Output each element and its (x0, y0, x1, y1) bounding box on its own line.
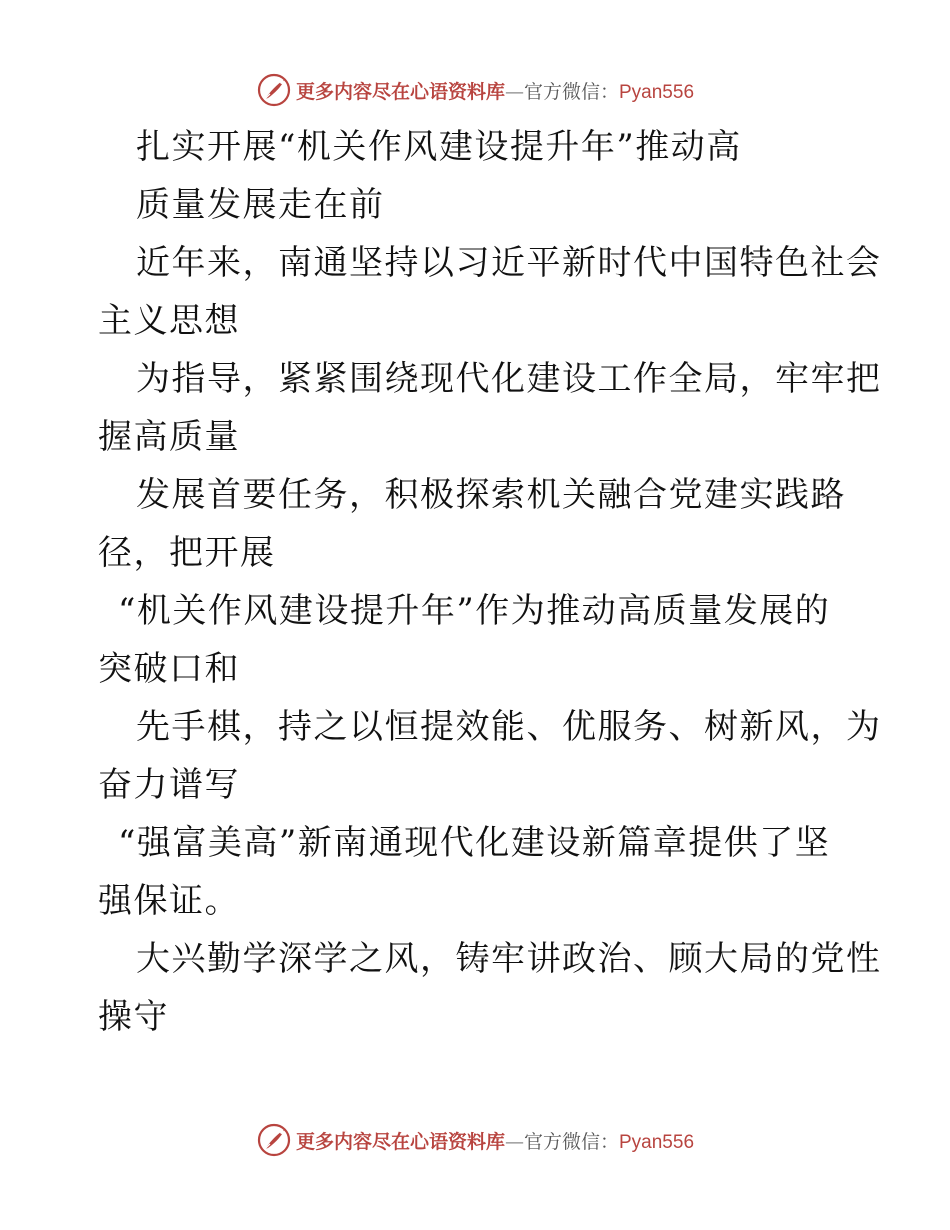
header-separator: — (504, 80, 524, 103)
body-line: 先手棋，持之以恒提效能、优服务、树新风，为 (136, 707, 882, 747)
header-wechat-id: Pyan556 (619, 81, 695, 103)
footer-site-text: 更多内容尽在心语资料库 (295, 1130, 505, 1153)
body-line: 突破口和 (98, 649, 240, 689)
header-wechat-label: 官方微信： (523, 80, 619, 103)
body-line: 近年来，南通坚持以习近平新时代中国特色社会 (136, 243, 882, 283)
body-line-title-1: 扎实开展“机关作风建设提升年”推动高 (136, 127, 742, 167)
body-line: 主义思想 (98, 301, 240, 341)
body-line: 发展首要任务，积极探索机关融合党建实践路 (136, 475, 846, 515)
footer-banner (0, 1118, 950, 1162)
body-line: 强保证。 (98, 881, 240, 921)
footer-separator: — (504, 1130, 524, 1153)
body-line: 握高质量 (98, 417, 240, 457)
body-line: “强富美高”新南通现代化建设新篇章提供了坚 (118, 823, 831, 863)
document-body (98, 118, 882, 1046)
header-banner-text (296, 77, 694, 104)
body-line: 奋力谱写 (98, 765, 240, 805)
header-banner (0, 68, 950, 112)
body-line: “机关作风建设提升年”作为推动高质量发展的 (118, 591, 831, 631)
body-line-title-2: 质量发展走在前 (136, 185, 385, 225)
body-line: 为指导，紧紧围绕现代化建设工作全局，牢牢把 (136, 359, 882, 399)
quill-pen-logo-icon (256, 72, 292, 108)
header-site-text: 更多内容尽在心语资料库 (295, 80, 505, 103)
quill-pen-logo-icon (256, 1122, 292, 1158)
footer-wechat-label: 官方微信： (523, 1130, 619, 1153)
footer-banner-text (296, 1127, 694, 1154)
body-line: 操守 (98, 997, 169, 1037)
body-line: 大兴勤学深学之风，铸牢讲政治、顾大局的党性 (136, 939, 882, 979)
footer-wechat-id: Pyan556 (619, 1131, 695, 1153)
body-line: 径，把开展 (98, 533, 276, 573)
